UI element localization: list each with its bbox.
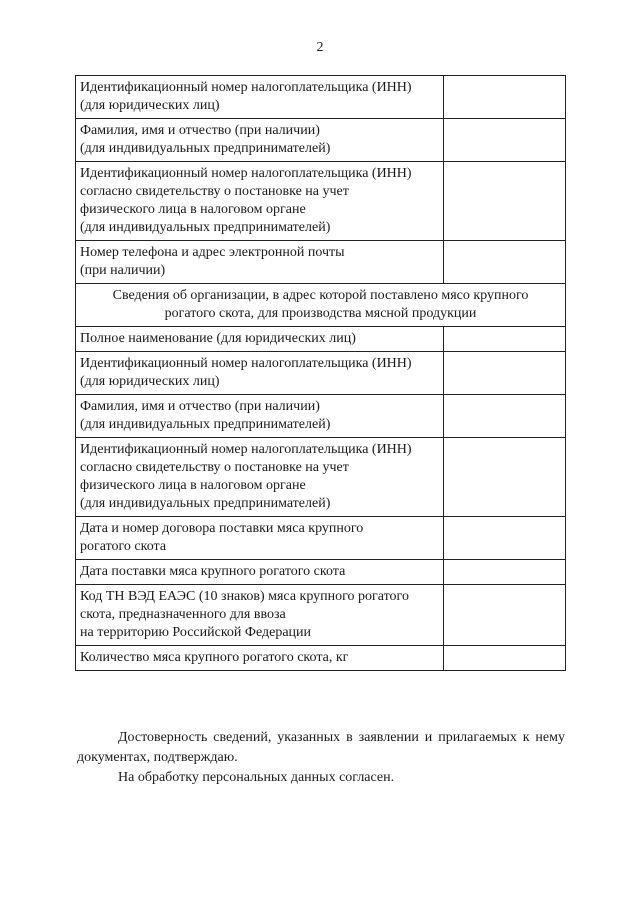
form-table-body (76, 76, 566, 671)
field-label-line: (для индивидуальных предпринимателей) (80, 496, 331, 511)
field-label-line: (для юридических лиц) (80, 374, 220, 389)
field-label-line: (для индивидуальных предпринимателей) (80, 141, 331, 156)
field-label-line: согласно свидетельству о постановке на учет (80, 460, 349, 475)
field-label-line: Фамилия, имя и отчество (при наличии) (80, 399, 320, 414)
consent-statement: На обработку персональных данных согласен. (118, 770, 395, 785)
field-value-cell[interactable] (444, 241, 566, 284)
field-value-cell[interactable] (444, 585, 566, 646)
field-label-line: Дата поставки мяса крупного рогатого скота (80, 564, 346, 579)
field-value-cell[interactable] (444, 76, 566, 119)
field-label (76, 395, 444, 438)
field-label-line: Номер телефона и адрес электронной почты (80, 245, 345, 260)
field-label-line: (при наличии) (80, 263, 166, 278)
field-label-line: согласно свидетельству о постановке на учет (80, 184, 349, 199)
field-label-line: скота, предназначенного для ввоза (80, 607, 286, 622)
field-value-cell[interactable] (444, 517, 566, 560)
field-label-line: физического лица в налоговом органе (80, 202, 306, 217)
form-row (76, 646, 566, 671)
field-label (76, 585, 444, 646)
field-value-cell[interactable] (444, 352, 566, 395)
form-row (76, 585, 566, 646)
field-value-cell[interactable] (444, 162, 566, 241)
section-header-row (76, 284, 566, 327)
form-row (76, 438, 566, 517)
field-label-line: Идентификационный номер налогоплательщика (ИНН) (80, 356, 412, 371)
field-label-line: Код ТН ВЭД ЕАЭС (10 знаков) мяса крупного рогатого (80, 589, 409, 604)
form-row (76, 241, 566, 284)
field-label-line: на территорию Российской Федерации (80, 625, 312, 640)
declaration-footer (77, 728, 565, 788)
field-value-cell[interactable] (444, 327, 566, 352)
form-row (76, 395, 566, 438)
field-value-cell[interactable] (444, 438, 566, 517)
field-label-line: физического лица в налоговом органе (80, 478, 306, 493)
application-form-table (75, 75, 566, 671)
field-label-line: Идентификационный номер налогоплательщика (ИНН) (80, 80, 412, 95)
field-label-line: Полное наименование (для юридических лиц) (80, 331, 356, 346)
field-label-line: Дата и номер договора поставки мяса крупного (80, 521, 364, 536)
field-value-cell[interactable] (444, 395, 566, 438)
field-label-line: Идентификационный номер налогоплательщика (ИНН) (80, 166, 412, 181)
field-value-cell[interactable] (444, 560, 566, 585)
form-row (76, 517, 566, 560)
field-label-line: Количество мяса крупного рогатого скота, кг (80, 650, 349, 665)
field-value-cell[interactable] (444, 119, 566, 162)
form-row (76, 560, 566, 585)
page-number: 2 (316, 40, 324, 55)
field-label-line: (для юридических лиц) (80, 98, 220, 113)
field-label-line: Фамилия, имя и отчество (при наличии) (80, 123, 320, 138)
section-title-line: Сведения об организации, в адрес которой поставлено мясо крупного (112, 288, 529, 303)
field-label (76, 517, 444, 560)
field-label (76, 327, 444, 352)
form-row (76, 119, 566, 162)
form-row (76, 162, 566, 241)
confirmation-statement: Достоверность сведений, указанных в заявлении и прилагаемых к нему документах, подтверждаю. (77, 730, 565, 765)
field-label (76, 241, 444, 284)
field-label-line: (для индивидуальных предпринимателей) (80, 417, 331, 432)
field-value-cell[interactable] (444, 646, 566, 671)
field-label (76, 646, 444, 671)
form-row (76, 76, 566, 119)
section-title (76, 284, 566, 327)
field-label (76, 560, 444, 585)
field-label-line: Идентификационный номер налогоплательщика (ИНН) (80, 442, 412, 457)
form-row (76, 352, 566, 395)
field-label (76, 119, 444, 162)
field-label (76, 76, 444, 119)
field-label-line: (для индивидуальных предпринимателей) (80, 220, 331, 235)
form-row (76, 327, 566, 352)
field-label-line: рогатого скота (80, 539, 167, 554)
field-label (76, 438, 444, 517)
field-label (76, 352, 444, 395)
section-title-line: рогатого скота, для производства мясной продукции (164, 306, 477, 321)
field-label (76, 162, 444, 241)
